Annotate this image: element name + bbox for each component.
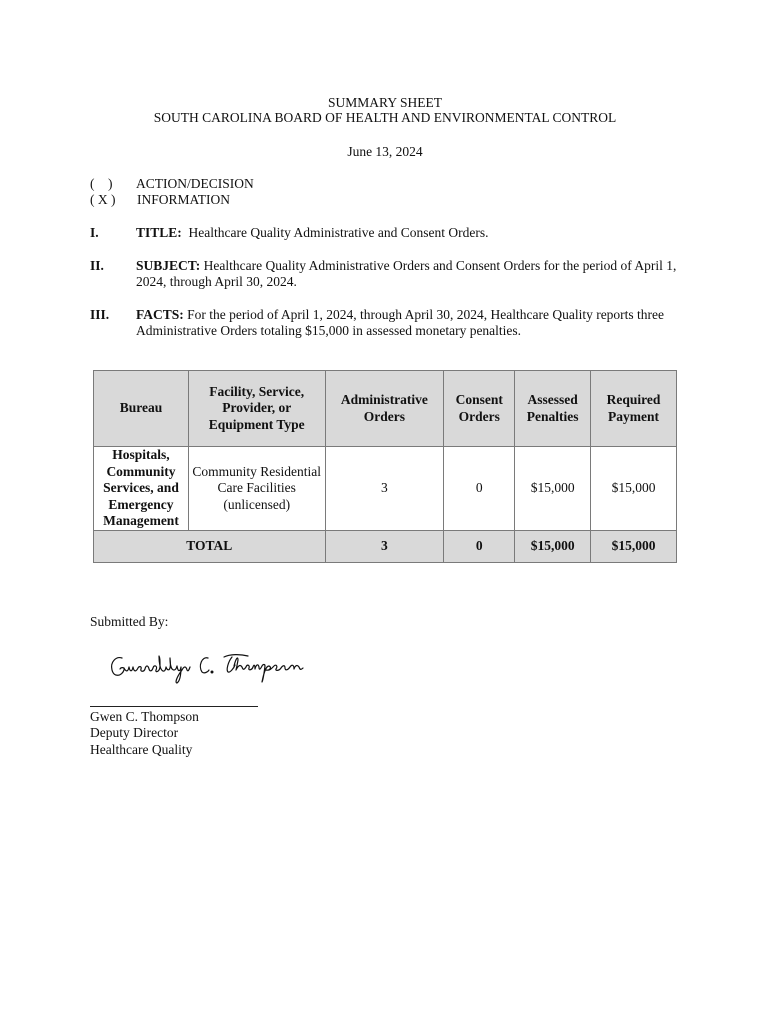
section-text: For the period of April 1, 2024, through April 30, 2024, Healthcare Quality reports three Administrative Orders totaling $15,000 in assessed monetary penalties.	[136, 307, 665, 338]
table-header-row	[94, 371, 677, 447]
section-text: Healthcare Quality Administrative Orders and Consent Orders for the period of April 1, 2024, through April 30, 2024.	[136, 258, 677, 289]
section-body	[136, 225, 686, 241]
section-label: TITLE:	[136, 225, 182, 240]
board-name: SOUTH CAROLINA BOARD OF HEALTH AND ENVIRONMENTAL CONTROL	[153, 110, 617, 125]
column-header-consent-orders: Consent Orders	[444, 371, 515, 447]
signature-line	[90, 706, 258, 707]
section-body	[136, 307, 686, 339]
section-label: FACTS:	[136, 307, 184, 322]
handwritten-signature	[108, 648, 308, 686]
section-number: III.	[90, 307, 110, 322]
column-header-bureau: Bureau	[94, 371, 189, 447]
action-decision-checkbox: ( )	[90, 176, 113, 191]
submitted-by-label: Submitted By:	[90, 614, 169, 629]
total-label: TOTAL	[94, 530, 326, 562]
table-row	[94, 447, 677, 531]
column-header-administrative-orders: Administrative Orders	[325, 371, 444, 447]
cell-facility: Community Residential Care Facilities (unlicensed)	[188, 447, 325, 531]
cell-bureau: Hospitals, Community Services, and Emergency Management	[94, 447, 189, 531]
section-label: SUBJECT:	[136, 258, 201, 273]
action-decision-row	[90, 176, 390, 192]
action-decision-label: ACTION/DECISION	[136, 176, 254, 191]
total-consent-orders: 0	[444, 530, 515, 562]
section-number: I.	[90, 225, 99, 240]
cell-administrative-orders: 3	[325, 447, 444, 531]
information-checkbox: ( X )	[90, 192, 116, 207]
cell-assessed-penalties: $15,000	[515, 447, 591, 531]
table-total-row	[94, 530, 677, 562]
signer-role: Deputy Director	[90, 725, 179, 740]
section-text: Healthcare Quality Administrative and Consent Orders.	[188, 225, 489, 240]
cell-consent-orders: 0	[444, 447, 515, 531]
cell-required-payment: $15,000	[591, 447, 677, 531]
total-required-payment: $15,000	[591, 530, 677, 562]
section-number: II.	[90, 258, 104, 273]
sheet-date: June 13, 2024	[347, 144, 423, 159]
information-row	[90, 192, 390, 208]
signer-department: Healthcare Quality	[90, 742, 193, 757]
column-header-required-payment: Required Payment	[591, 371, 677, 447]
total-administrative-orders: 3	[325, 530, 444, 562]
section-body	[136, 258, 686, 290]
orders-summary-table	[93, 370, 677, 563]
column-header-facility: Facility, Service, Provider, or Equipment Type	[188, 371, 325, 447]
information-label: INFORMATION	[137, 192, 231, 207]
signer-name: Gwen C. Thompson	[90, 709, 199, 724]
total-assessed-penalties: $15,000	[515, 530, 591, 562]
sheet-title: SUMMARY SHEET	[328, 95, 442, 110]
column-header-assessed-penalties: Assessed Penalties	[515, 371, 591, 447]
